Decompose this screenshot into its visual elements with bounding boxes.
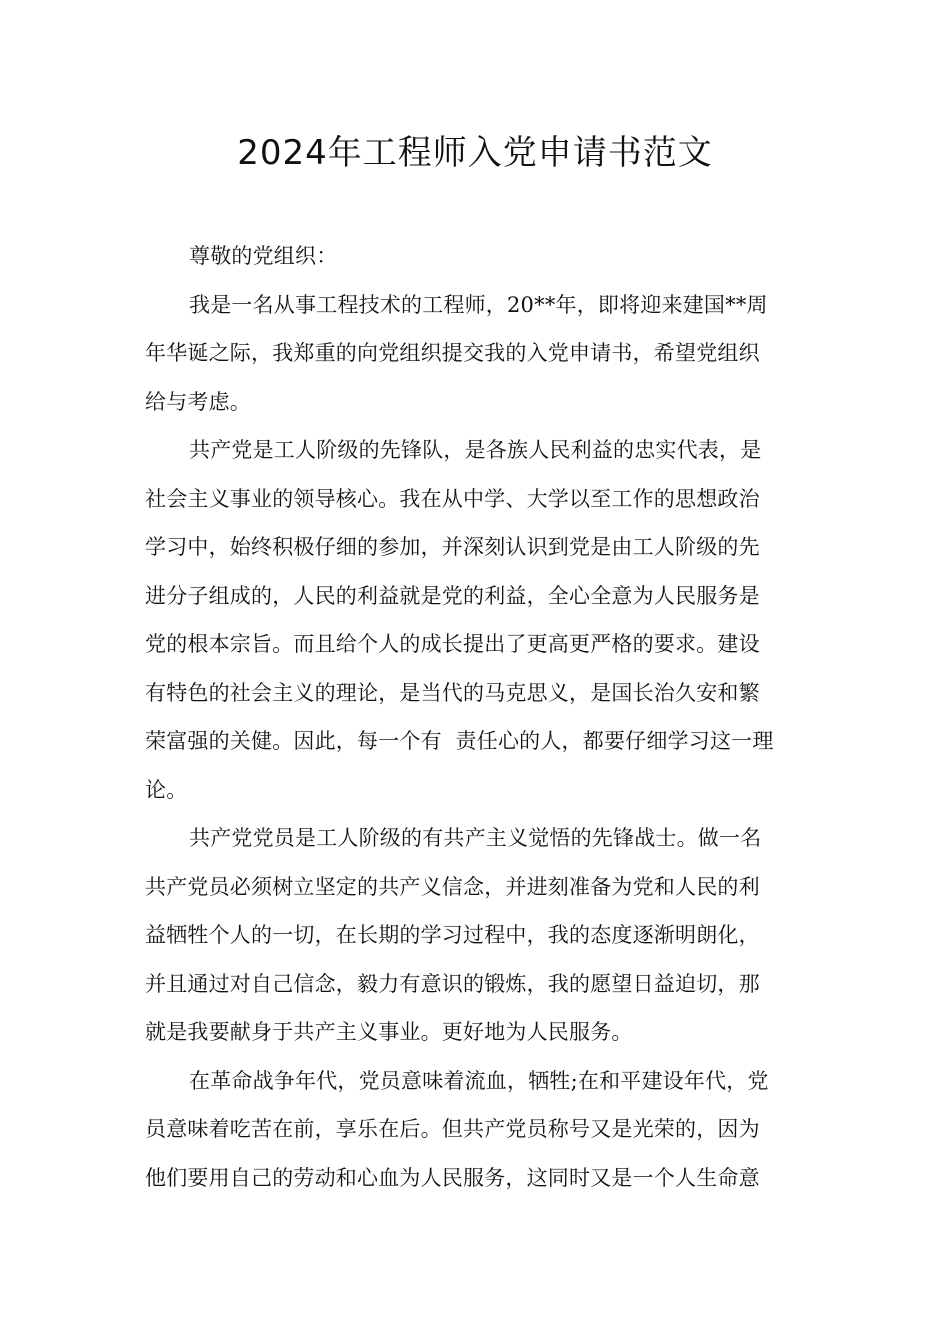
paragraph-1 xyxy=(145,281,807,427)
paragraph-line: 进分子组成的，人民的利益就是党的利益，全心全意为人民服务是 xyxy=(145,583,760,608)
paragraph-line: 共产党员必须树立坚定的共产义信念，并进刻准备为党和人民的利 xyxy=(145,874,760,899)
paragraph-line: 员意味着吃苦在前，享乐在后。但共产党员称号又是光荣的，因为 xyxy=(145,1117,760,1141)
paragraph-line: 社会主义事业的领导核心。我在从中学、大学以至工作的思想政治 xyxy=(145,486,760,511)
paragraph-line: 论。 xyxy=(145,777,188,802)
paragraph-line: 共产党是工人阶级的先锋队，是各族人民利益的忠实代表，是 xyxy=(189,438,762,462)
paragraph-4 xyxy=(145,1057,807,1203)
paragraph-line: 我是一名从事工程技术的工程师，20**年，即将迎来建国**周 xyxy=(189,292,768,317)
paragraph-3 xyxy=(145,814,807,1057)
paragraph-line: 共产党党员是工人阶级的有共产主义觉悟的先锋战士。做一名 xyxy=(189,826,762,850)
paragraph-2 xyxy=(145,426,807,814)
document-body xyxy=(145,232,807,1202)
paragraph-line: 给与考虑。 xyxy=(145,389,251,414)
paragraph-line: 在革命战争年代，党员意味着流血，牺牲;在和平建设年代，党 xyxy=(189,1068,769,1093)
paragraph-line: 有特色的社会主义的理论，是当代的马克思义，是国长治久安和繁 xyxy=(145,680,760,705)
paragraph-line: 学习中，始终积极仔细的参加，并深刻认识到党是由工人阶级的先 xyxy=(145,535,760,559)
paragraph-line: 年华诞之际，我郑重的向党组织提交我的入党申请书，希望党组织 xyxy=(145,341,760,365)
paragraph-line: 他们要用自己的劳动和心血为人民服务，这同时又是一个人生命意 xyxy=(145,1165,760,1190)
paragraph-line: 党的根本宗旨。而且给个人的成长提出了更高更严格的要求。建设 xyxy=(145,632,760,656)
salutation: 尊敬的党组织： xyxy=(189,244,338,268)
paragraph-line: 并且通过对自己信念，毅力有意识的锻炼，我的愿望日益迫切，那 xyxy=(145,971,760,996)
paragraph-line: 荣富强的关健。因此，每一个有 责任心的人，都要仔细学习这一理 xyxy=(145,729,774,753)
document-title: 2024年工程师入党申请书范文 xyxy=(237,133,713,173)
paragraph-line: 益牺牲个人的一切，在长期的学习过程中，我的态度逐渐明朗化， xyxy=(145,923,760,947)
paragraph-line: 就是我要献身于共产主义事业。更好地为人民服务。 xyxy=(145,1020,633,1044)
